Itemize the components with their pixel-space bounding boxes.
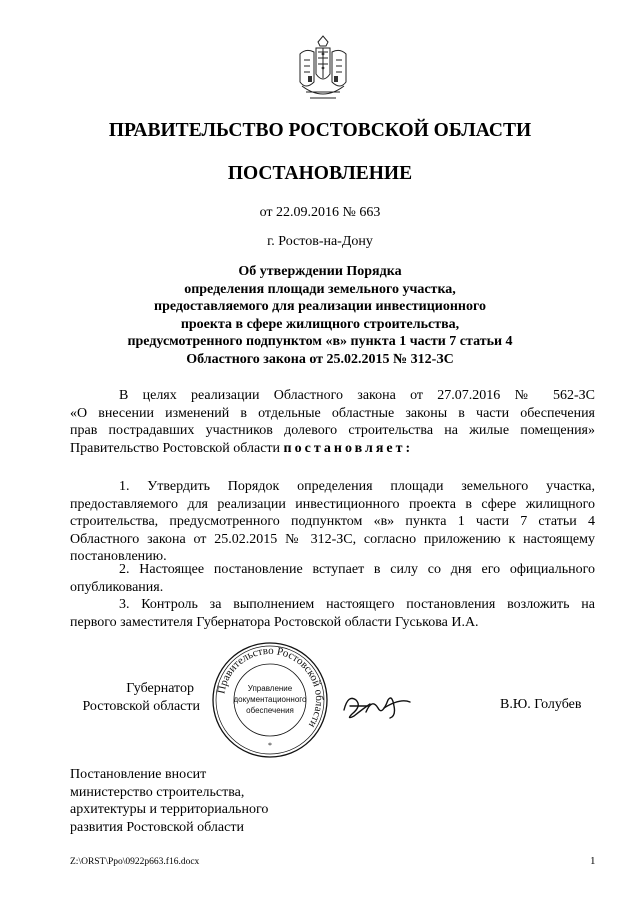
preamble-paragraph [70,387,595,457]
submitter-note [70,766,268,836]
seal-inner-line: документационного [233,695,307,704]
preamble-line [70,440,595,458]
document-subject [0,263,640,369]
submitter-line: Постановление вносит [70,767,207,782]
item-line: первого заместителя Губернатора Ростовской области Гуськова И.А. [70,614,479,630]
submitter-line: архитектуры и территориального [70,802,269,818]
submitter-line: министерство строительства, [70,784,245,800]
handwritten-signature-icon [340,686,415,726]
document-date-number: от 22.09.2016 № 663 [259,205,381,220]
item-line: 1. Утвердить Порядок определения площади земельного участка, [119,479,595,494]
subject-line: предоставляемого для реализации инвестиционного [154,299,486,315]
signatory-title [70,680,200,715]
item-line: 2. Настоящее постановление вступает в силу со дня его официального [119,562,595,577]
subject-line: Об утверждении Порядка [238,264,402,279]
subject-line: определения площади земельного участка, [184,281,456,297]
item-line: строительства, предусмотренного подпунктом «в» пункта 1 части 7 статьи 4 [70,514,595,530]
preamble-line: прав пострадавших участников долевого строительства на жилые помещения» [70,423,595,439]
item-line: опубликования. [70,579,164,595]
submitter-line: развития Ростовской области [70,819,244,835]
signatory-name: В.Ю. Голубев [500,697,582,712]
document-type: ПОСТАНОВЛЕНИЕ [227,163,413,184]
subject-line: предусмотренного подпунктом «в» пункта 1 части 7 статьи 4 [127,334,513,350]
item-line: 3. Контроль за выполнением настоящего постановления возложить на [119,597,595,612]
signatory-region: Ростовской области [82,698,200,714]
official-seal-icon [210,640,330,760]
preamble-authority: Правительство Ростовской области [70,440,284,456]
item-3-paragraph [70,596,595,631]
svg-text:*: * [268,741,272,750]
organization-title: ПРАВИТЕЛЬСТВО РОСТОВСКОЙ ОБЛАСТИ [108,120,532,141]
item-line: Областного закона от 25.02.2015 № 312-ЗС, согласно приложению к настоящему [70,531,595,547]
subject-line: проекта в сфере жилищного строительства, [180,316,460,332]
page-number: 1 [590,855,596,867]
seal-inner-line: Управление [247,684,293,693]
seal-ring-text: Правительство Ростовской области [215,644,326,730]
seal-inner-line: обеспечения [246,706,294,715]
signatory-position: Губернатор [126,681,194,696]
item-2-paragraph [70,561,595,596]
preamble-line: «О внесении изменений в отдельные областные законы в части обеспечения [70,405,595,421]
document-city: г. Ростов-на-Дону [267,234,373,249]
coat-of-arms-icon [296,34,350,104]
item-1-paragraph [70,478,595,566]
item-line: постановлению. [70,549,167,565]
file-path: Z:\ORST\Ppo\0922p663.f16.docx [70,857,200,867]
preamble-line: В целях реализации Областного закона от 27.07.2016 № 562-ЗС [119,388,595,403]
item-line: предоставляемого для реализации инвестиционного проекта в сфере жилищного [70,496,595,512]
decree-word: постановляет: [283,440,414,456]
subject-line: Областного закона от 25.02.2015 № 312-ЗС [186,351,454,367]
